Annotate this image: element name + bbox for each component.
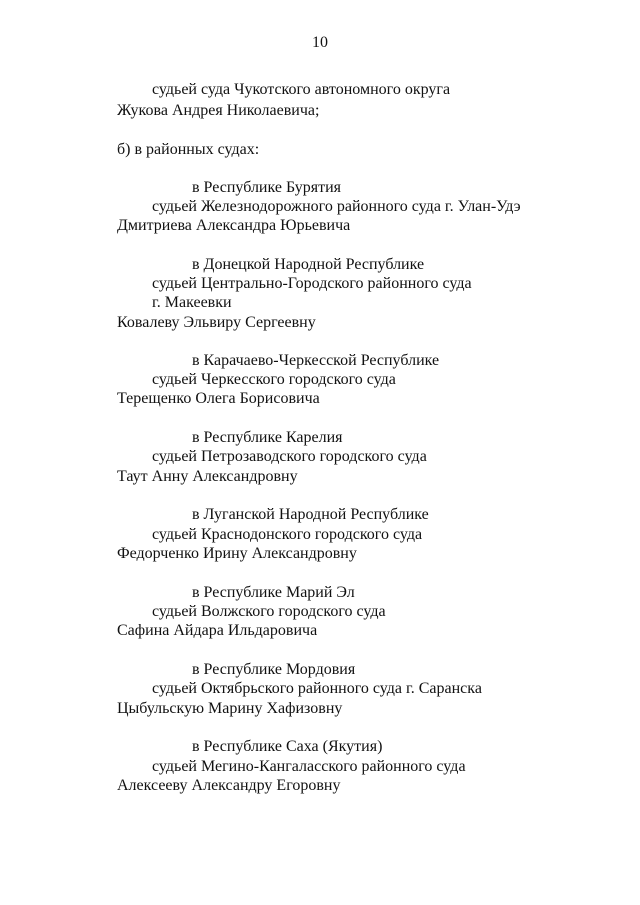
intro-name-line: Жукова Андрея Николаевича; — [117, 102, 320, 119]
entry-region: в Луганской Народной Республике — [192, 506, 429, 523]
section-b-heading: б) в районных судах: — [117, 141, 260, 158]
entry-position: судьей Черкесского городского суда — [152, 371, 396, 388]
entry-region: в Карачаево-Черкесской Республике — [192, 352, 440, 369]
entry-position-continuation: г. Макеевки — [152, 294, 232, 311]
entry-position: судьей Октябрьского районного суда г. Саранска — [152, 680, 482, 697]
entry-position: судьей Железнодорожного районного суда г. Улан-Удэ — [152, 198, 521, 215]
entry-region: в Республике Бурятия — [192, 179, 342, 196]
entry-name: Таут Анну Александровну — [117, 468, 298, 485]
entry-name: Терещенко Олега Борисовича — [117, 390, 320, 407]
intro-position-line: судьей суда Чукотского автономного округа — [152, 81, 451, 98]
entry-name: Дмитриева Александра Юрьевича — [117, 217, 351, 234]
entry-region: в Донецкой Народной Республике — [192, 256, 425, 273]
entry-region: в Республике Саха (Якутия) — [192, 738, 383, 755]
entry-name: Федорченко Ирину Александровну — [117, 545, 357, 562]
entry-position: судьей Волжского городского суда — [152, 603, 386, 620]
entry-name: Сафина Айдара Ильдаровича — [117, 622, 318, 639]
entry-position: судьей Петрозаводского городского суда — [152, 448, 427, 465]
entry-position: судьей Мегино-Кангаласского районного суда — [152, 758, 466, 775]
entry-name: Ковалеву Эльвиру Сергеевну — [117, 314, 316, 331]
entry-position: судьей Краснодонского городского суда — [152, 526, 423, 543]
entry-region: в Республике Карелия — [192, 429, 343, 446]
entry-position: судьей Центрально-Городского районного суда — [152, 275, 472, 292]
entry-name: Алексееву Александру Егоровну — [117, 777, 341, 794]
entry-region: в Республике Марий Эл — [192, 584, 355, 601]
entry-name: Цыбульскую Марину Хафизовну — [117, 700, 343, 717]
entry-region: в Республике Мордовия — [192, 661, 356, 678]
page-number: 10 — [312, 34, 328, 51]
